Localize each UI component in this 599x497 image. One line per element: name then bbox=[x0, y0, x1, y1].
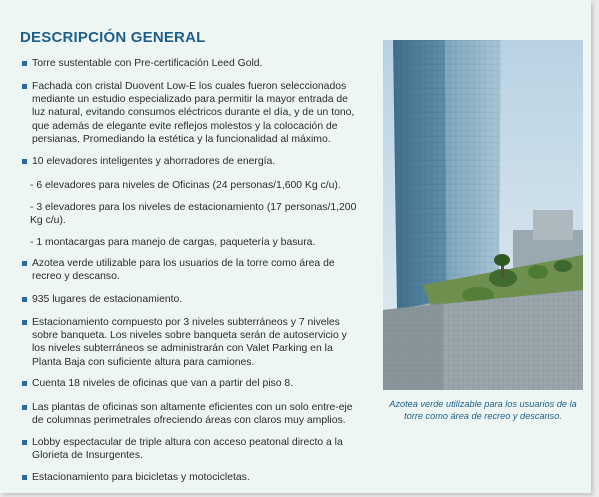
list-item-text: Azotea verde utilizable para los usuarios de la torre como área de recreo y descanso. bbox=[32, 258, 335, 283]
tower-rooftop-photo bbox=[383, 40, 583, 390]
list-item-text: Fachada con cristal Duovent Low-E los cuales fueron seleccionados mediante un estudio especializado para permitir la mayor entrada de luz natural, evitando consumos eléctricos durante el día, y de un tono, que además de elegante evite reflejos molestos y la colocación de persianas. Promediando la estética y la funcionalidad al máximo. bbox=[32, 81, 355, 145]
list-item-text: Las plantas de oficinas son altamente eficientes con un solo entre-eje de columnas perimetrales ofreciendo áreas con claros muy amplios. bbox=[32, 402, 353, 427]
sub-list-item: - 6 elevadores para niveles de Oficinas (24 personas/1,600 Kg c/u). bbox=[30, 180, 341, 191]
list-item bbox=[22, 401, 362, 427]
photo-caption: Azotea verde utilizable para los usuarios de la torre como área de recreo y descanso. bbox=[389, 399, 577, 421]
list-item bbox=[22, 436, 362, 462]
square-bullet-icon bbox=[22, 440, 27, 445]
square-bullet-icon bbox=[22, 159, 27, 164]
square-bullet-icon bbox=[22, 475, 27, 480]
sub-list-item: - 3 elevadores para los niveles de estacionamiento (17 personas/1,200 Kg c/u). bbox=[30, 202, 357, 227]
list-item-text: Estacionamiento compuesto por 3 niveles subterráneos y 7 niveles sobre banqueta. Los niveles sobre banqueta serán de autoservicio y los niveles subterráneos se administrarán con Valet Parking en la Planta Baja con suficiente altura para camiones. bbox=[32, 317, 347, 368]
square-bullet-icon bbox=[22, 261, 27, 266]
square-bullet-icon bbox=[22, 297, 27, 302]
list-item bbox=[22, 57, 362, 70]
section-title: DESCRIPCIÓN GENERAL bbox=[20, 29, 206, 46]
list-item bbox=[22, 80, 362, 146]
square-bullet-icon bbox=[22, 381, 27, 386]
list-item-text: 935 lugares de estacionamiento. bbox=[32, 294, 183, 305]
square-bullet-icon bbox=[22, 320, 27, 325]
square-bullet-icon bbox=[22, 61, 27, 66]
square-bullet-icon bbox=[22, 84, 27, 89]
list-item-text: Lobby espectacular de triple altura con acceso peatonal directo a la Glorieta de Insurgentes. bbox=[32, 437, 343, 462]
list-item bbox=[22, 316, 362, 369]
sub-list-item: - 1 montacargas para manejo de cargas, paquetería y basura. bbox=[30, 237, 316, 248]
list-item-text: 10 elevadores inteligentes y ahorradores de energía. bbox=[32, 156, 276, 167]
list-item bbox=[22, 257, 362, 283]
list-item bbox=[22, 471, 362, 484]
list-item-text: Cuenta 18 niveles de oficinas que van a partir del piso 8. bbox=[32, 378, 294, 389]
list-item-text: Torre sustentable con Pre-certificación Leed Gold. bbox=[32, 58, 263, 69]
list-item bbox=[22, 293, 362, 306]
square-bullet-icon bbox=[22, 405, 27, 410]
list-item bbox=[22, 155, 362, 168]
list-item-text: Estacionamiento para bicicletas y motocicletas. bbox=[32, 472, 250, 483]
list-item bbox=[22, 377, 362, 390]
